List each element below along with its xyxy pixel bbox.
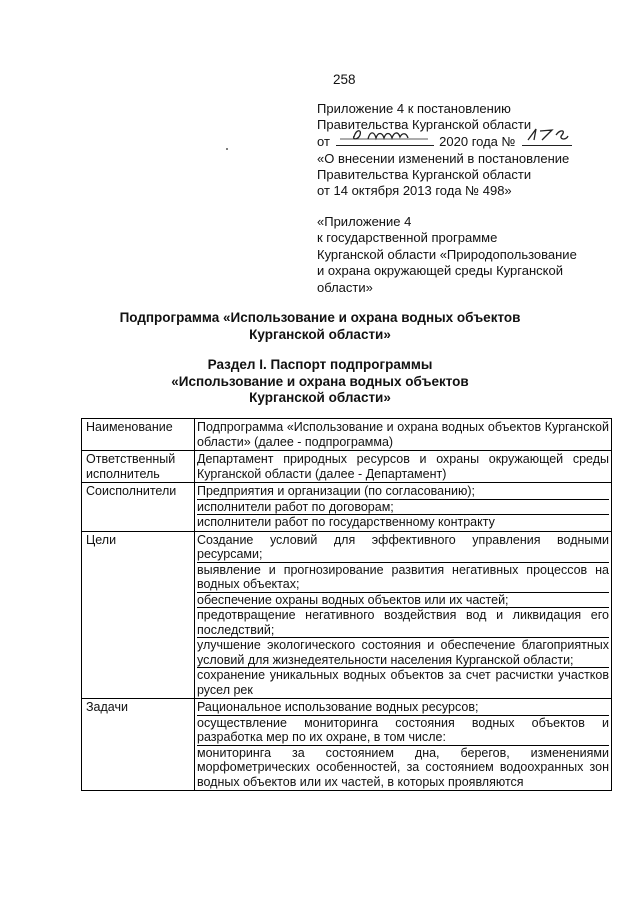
table-row	[82, 419, 612, 451]
row-content-line: обеспечение охраны водных объектов или их частей;	[197, 593, 609, 609]
program-line: Курганской области «Природопользование	[317, 246, 577, 262]
program-line: «Приложение 4	[317, 214, 412, 229]
row-content	[195, 419, 612, 451]
date-prefix: от	[317, 134, 330, 150]
row-content-line: исполнители работ по государственному контракту	[197, 515, 495, 529]
table-row	[82, 483, 612, 532]
program-line: к государственной программе	[317, 230, 498, 246]
section-title	[110, 357, 530, 407]
handwritten-date-icon	[336, 127, 434, 143]
appendix-line: от 14 октября 2013 года № 498»	[317, 183, 512, 199]
handwritten-number	[522, 133, 572, 146]
row-label: Наименование	[82, 419, 195, 451]
row-content-line: исполнители работ по договорам;	[197, 500, 609, 516]
program-line: и охрана окружающей среды Курганской	[317, 263, 563, 279]
appendix-line: «О внесении изменений в постановление	[317, 150, 570, 166]
row-content-line: выявление и прогнозирование развития негативных процессов на водных объектах;	[197, 562, 609, 591]
subprogram-title-line: Подпрограмма «Использование и охрана водных объектов	[119, 310, 521, 325]
row-content	[195, 483, 612, 532]
row-content-line: Подпрограмма «Использование и охрана водных объектов Курганской области» (далее - подпрограмма)	[197, 420, 609, 449]
section-title-line: Раздел I. Паспорт подпрограммы	[207, 357, 433, 372]
row-content-line: Создание условий для эффективного управления водными ресурсами;	[197, 532, 609, 561]
row-content-line: осуществление мониторинга состояния водных объектов и разработка мер по их охране, в том числе:	[197, 715, 609, 744]
row-label: Задачи	[82, 699, 195, 791]
row-content	[195, 451, 612, 483]
appendix-line: Правительства Курганской области	[317, 117, 532, 133]
handwritten-number-icon	[522, 127, 572, 143]
program-reference	[317, 214, 617, 296]
row-content-line: сохранение уникальных водных объектов за счет расчистки участков русел рек	[197, 668, 609, 697]
row-label: Соисполнители	[82, 483, 195, 532]
subprogram-title	[110, 310, 530, 343]
row-label: Цели	[82, 531, 195, 699]
passport-table	[81, 418, 612, 791]
table-row	[82, 699, 612, 791]
section-title-line: «Использование и охрана водных объектов	[171, 373, 469, 389]
appendix-header	[317, 101, 617, 199]
row-content-line: Департамент природных ресурсов и охраны окружающей среды Курганской области (далее - Департамент)	[197, 452, 609, 481]
scan-speck	[226, 148, 228, 150]
date-suffix: 2020 года №	[439, 134, 516, 150]
appendix-date-line	[317, 133, 617, 150]
row-content-line: улучшение экологического состояния и обеспечение благоприятных условий для жизнедеятельности населения Курганской области;	[197, 638, 609, 667]
appendix-line: Приложение 4 к постановлению	[317, 101, 511, 116]
row-content-line: Рациональное использование водных ресурсов;	[197, 700, 609, 716]
program-line: области»	[317, 279, 373, 295]
section-title-line: Курганской области»	[249, 390, 391, 405]
row-content-line: Предприятия и организации (по согласованию);	[197, 484, 609, 500]
page-number: 258	[333, 72, 356, 87]
table-row	[82, 531, 612, 699]
appendix-line: Правительства Курганской области	[317, 166, 532, 182]
row-content	[195, 531, 612, 699]
row-content	[195, 699, 612, 791]
handwritten-date	[336, 133, 434, 146]
row-content-line: мониторинга за состоянием дна, берегов, изменениями морфометрических особенностей, за состоянием водоохранных зон водных объектов или их частей, в которых проявляются	[197, 745, 609, 789]
row-content-line: предотвращение негативного воздействия вод и ликвидация его последствий;	[197, 608, 609, 637]
table-row	[82, 451, 612, 483]
subprogram-title-line: Курганской области»	[249, 326, 391, 342]
row-label: Ответственный исполнитель	[82, 451, 195, 483]
